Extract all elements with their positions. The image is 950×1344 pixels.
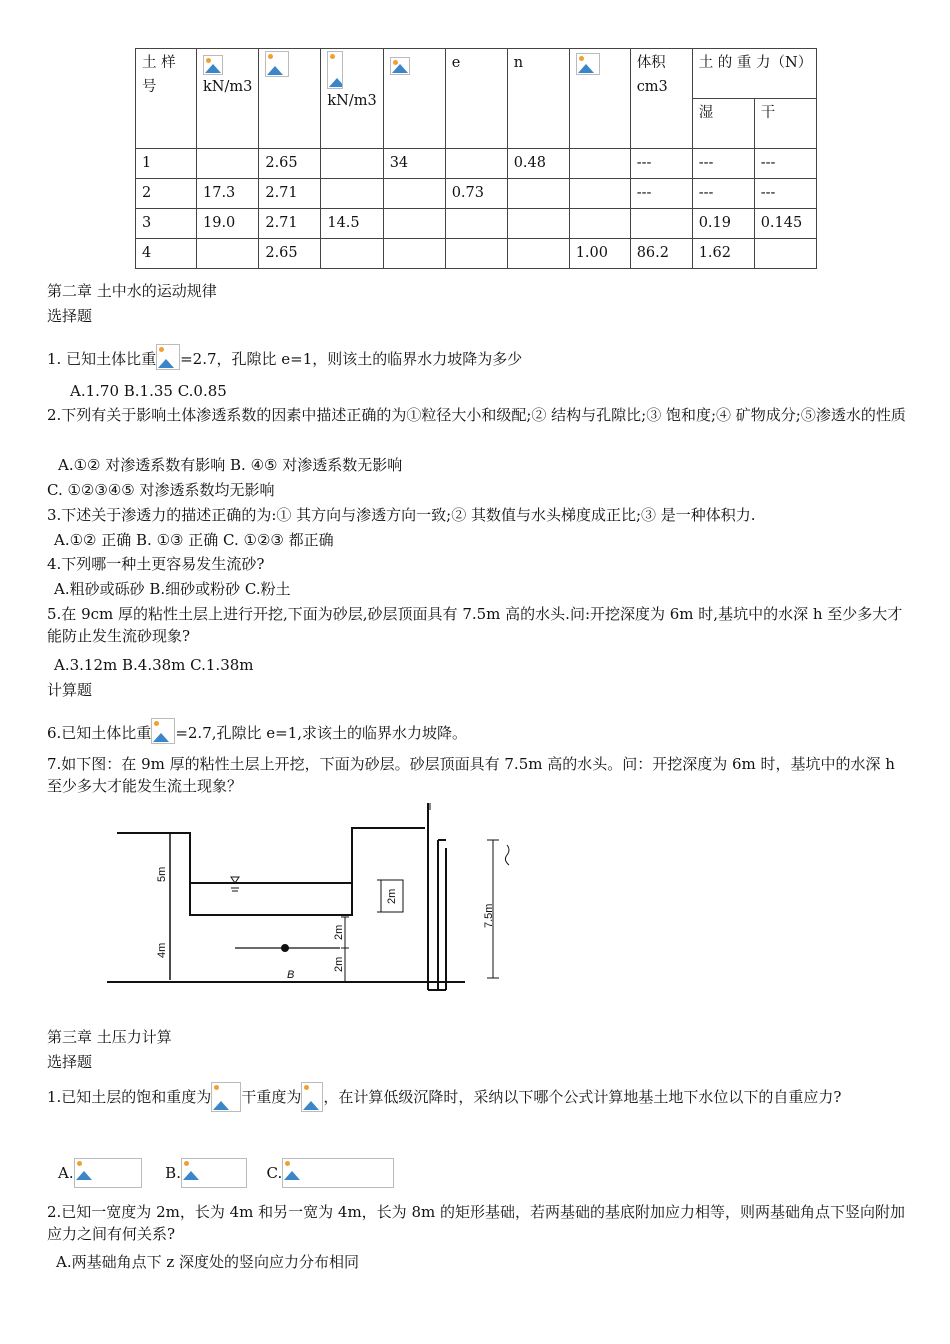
table-cell: [383, 209, 445, 239]
chapter-2-title: 第二章 土中水的运动规律: [47, 282, 217, 300]
label-B: B: [287, 969, 295, 981]
header-sample-no: 土 样号: [136, 49, 197, 149]
table-cell: 17.3: [197, 179, 259, 209]
formula-image-icon: [75, 1159, 97, 1181]
handwritten-mark: [505, 845, 509, 865]
question-4-options: A.粗砂或砾砂 B.细砂或粉砂 C.粉土: [54, 580, 291, 598]
formula-image-icon: [265, 51, 289, 77]
header-volume: 体积cm3: [630, 49, 692, 149]
table-row: [136, 179, 817, 209]
ch3-question-2-option-a: A.两基础角点下 z 深度处的竖向应力分布相同: [56, 1253, 360, 1271]
option-c-label: C.: [266, 1164, 283, 1182]
header-water-content: [383, 49, 445, 149]
table-row: [136, 239, 817, 269]
table-cell: [445, 149, 507, 179]
formula-image-icon: [283, 1159, 305, 1181]
table-cell: 0.19: [692, 209, 754, 239]
table-cell: [754, 239, 816, 269]
question-3: 3.下述关于渗透力的描述正确的为:① 其方向与渗透方向一致;② 其数值与水头梯度成正比;③ 是一种体积力.: [47, 506, 756, 524]
section-choice: 选择题: [47, 307, 93, 325]
excavation-diagram: [45, 800, 525, 1015]
piezometer-tube: [428, 803, 446, 990]
table-cell: [507, 179, 569, 209]
table-cell: 2.71: [259, 179, 321, 209]
table-cell: [569, 179, 630, 209]
question-7: 7.如下图：在 9m 厚的粘性土层上开挖，下面为砂层。砂层顶面具有 7.5m 高的水头。问：开挖深度为 6m 时，基坑中的水深 h 至少多大才能发生流土现象？: [47, 755, 895, 795]
formula-image-icon: [151, 718, 175, 744]
table-cell: [445, 239, 507, 269]
formula-image-icon: [576, 53, 600, 75]
table-cell: [507, 239, 569, 269]
table-cell: 1: [136, 149, 197, 179]
label-5m: 5m: [156, 866, 168, 882]
question-text: =2.7,孔隙比 e=1,求该土的临界水力坡降。: [175, 724, 468, 742]
table-cell: 86.2: [630, 239, 692, 269]
table-cell: ---: [754, 149, 816, 179]
table-cell: [321, 179, 383, 209]
question-text: 1.已知土层的饱和重度为: [47, 1088, 212, 1106]
soil-property-table: [135, 48, 817, 269]
header-e: e: [445, 49, 507, 149]
question-1-options: A.1.70 B.1.35 C.0.85: [70, 382, 227, 400]
label-7-5m: 7.5m: [483, 903, 495, 928]
question-6: [47, 718, 467, 744]
table-cell: ---: [692, 179, 754, 209]
table-cell: [321, 149, 383, 179]
table-cell: [321, 239, 383, 269]
table-cell: [197, 239, 259, 269]
table-cell: 4: [136, 239, 197, 269]
chapter-3-title: 第三章 土压力计算: [47, 1028, 172, 1046]
table-cell: ---: [630, 149, 692, 179]
question-text: 6.已知土体比重: [47, 724, 152, 742]
table-cell: ---: [630, 179, 692, 209]
table-cell: 3: [136, 209, 197, 239]
table-row: [136, 149, 817, 179]
header-dry: 干: [754, 99, 816, 149]
table-cell: 0.73: [445, 179, 507, 209]
question-2-options-1: A.①② 对渗透系数有影响 B. ④⑤ 对渗透系数无影响: [58, 456, 403, 474]
table-cell: ---: [754, 179, 816, 209]
formula-image-icon: [156, 344, 180, 370]
header-dry-unit-weight: [321, 49, 383, 149]
label-4m: 4m: [156, 942, 168, 958]
table-cell: 14.5: [321, 209, 383, 239]
table-cell: [630, 209, 692, 239]
table-cell: 34: [383, 149, 445, 179]
table-cell: 0.48: [507, 149, 569, 179]
table-cell: [569, 209, 630, 239]
option-b-label: B.: [165, 1164, 181, 1182]
table-cell: 2: [136, 179, 197, 209]
option-c-formula: [282, 1158, 394, 1188]
question-3-options: A.①② 正确 B. ①③ 正确 C. ①②③ 都正确: [54, 531, 334, 549]
option-a-label: A.: [58, 1164, 74, 1182]
table-cell: [507, 209, 569, 239]
formula-image-icon: [390, 57, 410, 75]
label-2m-lower: 2m: [333, 956, 345, 972]
question-5: 5.在 9cm 厚的粘性土层上进行开挖,下面为砂层,砂层顶面具有 7.5m 高的水头.问:开挖深度为 6m 时,基坑中的水深 h 至少多大才能防止发生流砂现象?: [47, 605, 903, 645]
table-cell: [197, 149, 259, 179]
table-cell: 2.65: [259, 239, 321, 269]
ch3-question-1-options: [58, 1158, 394, 1188]
table-cell: ---: [692, 149, 754, 179]
table-cell: 19.0: [197, 209, 259, 239]
label-2m-upper: 2m: [333, 924, 345, 940]
question-text: =2.7，孔隙比 e=1，则该土的临界水力坡降为多少: [180, 350, 523, 368]
table-cell: 1.00: [569, 239, 630, 269]
table-cell: [383, 179, 445, 209]
ch3-question-2: 2.已知一宽度为 2m，长为 4m 和另一宽为 4m，长为 8m 的矩形基础，若两基础的基底附加应力相等，则两基础角点下竖向附加应力之间有何关系?: [47, 1203, 905, 1243]
formula-image-icon: [211, 1082, 241, 1112]
question-2: 2.下列有关于影响土体渗透系数的因素中描述正确的为①粒径大小和级配;② 结构与孔隙比;③ 饱和度;④ 矿物成分;⑤渗透水的性质: [47, 406, 906, 424]
table-cell: 2.65: [259, 149, 321, 179]
formula-image-icon: [203, 55, 223, 75]
unit-label: kN/m3: [327, 93, 377, 109]
option-b-formula: [181, 1158, 247, 1188]
formula-image-icon: [327, 51, 343, 89]
question-1: [47, 344, 522, 370]
header-specific-gravity: [259, 49, 321, 149]
label-2m-box: 2m: [386, 888, 398, 904]
question-text: 干重度为: [241, 1088, 302, 1106]
table-cell: 0.145: [754, 209, 816, 239]
table-cell: 1.62: [692, 239, 754, 269]
table-cell: [569, 149, 630, 179]
question-2-options-2: C. ①②③④⑤ 对渗透系数均无影响: [47, 481, 275, 499]
table-row: [136, 209, 817, 239]
header-unit-weight: [197, 49, 259, 149]
question-5-options: A.3.12m B.4.38m C.1.38m: [54, 656, 254, 674]
table-cell: 2.71: [259, 209, 321, 239]
formula-image-icon: [301, 1082, 323, 1112]
option-a-formula: [74, 1158, 142, 1188]
question-text: 1. 已知土体比重: [47, 350, 157, 368]
point-marker: [282, 945, 289, 952]
section-choice-3: 选择题: [47, 1053, 93, 1071]
table-cell: [383, 239, 445, 269]
unit-label: kN/m3: [203, 79, 253, 95]
header-wet: 湿: [692, 99, 754, 149]
header-saturation: [569, 49, 630, 149]
question-text: ，在计算低级沉降时，采纳以下哪个公式计算地基土地下水位以下的自重应力?: [323, 1088, 842, 1106]
question-4: 4.下列哪一种土更容易发生流砂?: [47, 555, 265, 573]
ch3-question-1: [47, 1082, 907, 1112]
formula-image-icon: [182, 1159, 204, 1181]
section-calc: 计算题: [47, 681, 93, 699]
table-cell: [445, 209, 507, 239]
header-weight: 土 的 重 力（N）: [692, 49, 816, 99]
header-n: n: [507, 49, 569, 149]
